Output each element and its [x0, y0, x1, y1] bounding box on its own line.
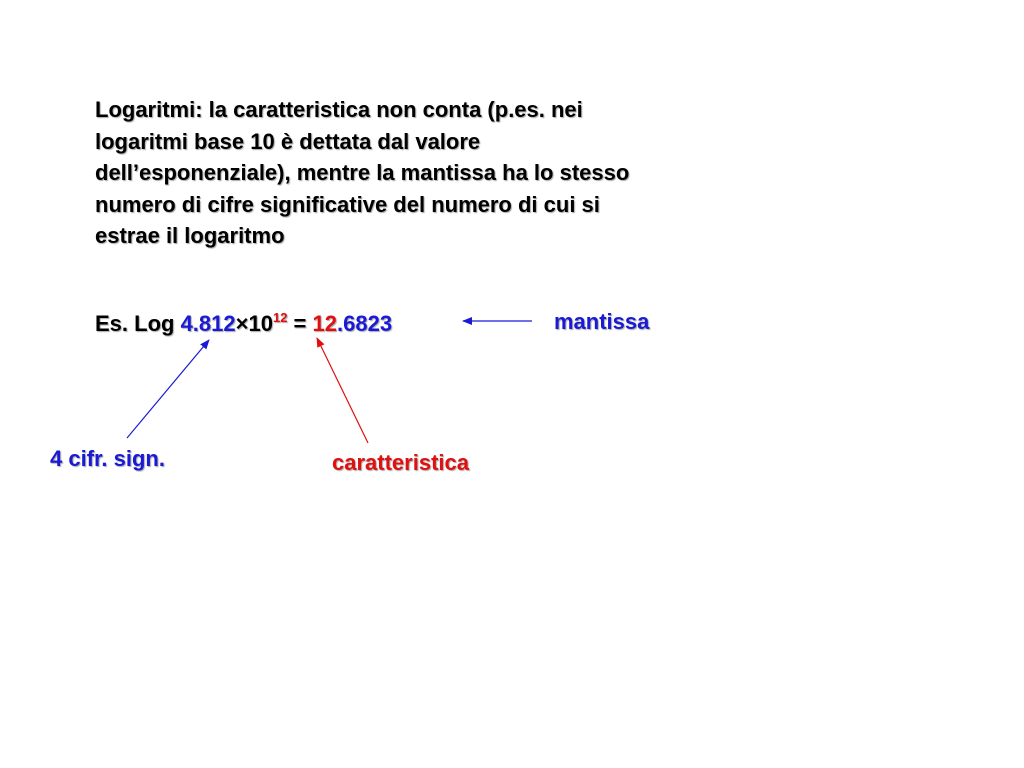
paragraph-line: estrae il logaritmo	[95, 223, 285, 248]
characteristic-arrow	[317, 338, 368, 443]
characteristic-label: caratteristica	[332, 450, 469, 475]
mantissa-label: mantissa	[554, 309, 650, 334]
paragraph-line: dell’esponenziale), mentre la mantissa ha lo stesso	[95, 160, 630, 185]
example-prefix: Es. Log	[95, 311, 181, 336]
significant-figures-arrow	[127, 340, 209, 438]
example-exponent: 12	[272, 310, 288, 325]
significant-figures-label: 4 cifr. sign.	[50, 446, 165, 471]
example-mantissa: .6823	[337, 311, 393, 336]
paragraph-line: logaritmi base 10 è dettata dal valore	[95, 128, 481, 154]
example-coefficient: 4.812	[180, 311, 236, 336]
example-characteristic: 12	[312, 311, 337, 336]
example-times: ×	[235, 311, 249, 336]
paragraph-line: Logaritmi: la caratteristica non conta (p.es. nei	[95, 97, 583, 122]
example-base: 10	[248, 311, 273, 336]
paragraph-line: numero di cifre significative del numero di cui si	[95, 191, 600, 217]
example-equals: =	[287, 311, 313, 336]
